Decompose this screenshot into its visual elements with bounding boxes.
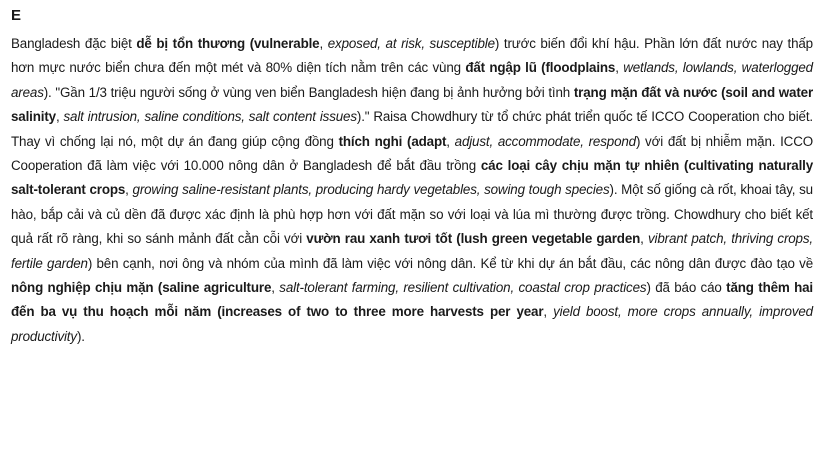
text-segment: ) bên cạnh, nơi ông và nhóm của mình đã làm việc với nông dân. Kể từ khi dự án bắt đầu, các nông dân được đào tạo về [87, 255, 814, 271]
text-segment: , [446, 133, 455, 149]
italic-synonyms: wetlands, lowlands, waterlogged areas [11, 60, 813, 100]
text-segment: ). "Gần 1/3 triệu người sống ở vùng ven biển Bangladesh hiện đang bị ảnh hưởng bởi tình [43, 84, 574, 100]
italic-synonyms: growing saline-resistant plants, producing hardy vegetables, sowing tough species [132, 182, 610, 198]
text-segment: ) đã báo cáo [646, 280, 727, 296]
bold-term: nông nghiệp chịu mặn (saline agriculture [11, 280, 272, 296]
italic-synonyms: salt-tolerant farming, resilient cultivation, coastal crop practices [279, 280, 647, 296]
text-segment: ) với đất bị nhiễm mặn. ICCO Cooperation đã làm việc với 10.000 nông dân ở Bangladesh để bắt đầu trồng [11, 133, 813, 174]
text-segment: , [543, 304, 554, 320]
text-segment: ). [76, 328, 85, 344]
text-segment: ). Một số giống cà rốt, khoai tây, su hào, bắp cải và củ dền đã được xác định là phù hợp hơn với đất mặn so với loại và lúa mì thường được trồng. Chowdhury cho biết kết quả rất rõ ràng, khi so sánh mảnh đất cằn cỗi với [11, 182, 813, 247]
bold-term: các loại cây chịu mặn tự nhiên (cultivating naturally salt-tolerant crops [11, 158, 814, 198]
text-segment: ) trước biến đổi khí hậu. Phần lớn đất nước nay thấp hơn mực nước biển chưa đến một mét và 80% diện tích nằm trên các vùng [11, 36, 813, 76]
bold-term: đất ngập lũ (floodplains [465, 60, 616, 76]
text-segment: , [271, 280, 280, 296]
text-segment: , [125, 182, 133, 198]
italic-synonyms: exposed, at risk, susceptible [327, 36, 495, 51]
bold-term: thích nghi (adapt [338, 133, 447, 149]
text-segment: , [55, 109, 64, 125]
bold-term: vườn rau xanh tươi tốt (lush green vegetable garden [306, 231, 641, 247]
bold-term: tăng thêm hai đến ba vụ thu hoạch mỗi năm (increases of two to three more harvests per year [11, 280, 813, 320]
text-segment: , [615, 60, 624, 76]
section-letter: E [11, 7, 22, 24]
bold-term: dễ bị tổn thương (vulnerable [136, 36, 320, 51]
italic-synonyms: yield boost, more crops annually, improved productivity [11, 304, 813, 344]
bold-term: trạng mặn đất và nước (soil and water salinity [11, 84, 814, 125]
text-segment: , [319, 36, 328, 51]
text-segment: Bangladesh đặc biệt [11, 36, 137, 51]
italic-synonyms: salt intrusion, saline conditions, salt content issues [63, 109, 357, 125]
text-segment: , [640, 231, 648, 247]
italic-synonyms: vibrant patch, thriving crops, fertile garden [11, 231, 813, 271]
body-paragraph [11, 32, 813, 349]
italic-synonyms: adjust, accommodate, respond [454, 133, 636, 149]
text-segment: )." Raisa Chowdhury từ tổ chức phát triển quốc tế ICCO Cooperation cho biết. Thay vì chống lại nó, một dự án đang giúp cộng đồng [11, 109, 813, 149]
